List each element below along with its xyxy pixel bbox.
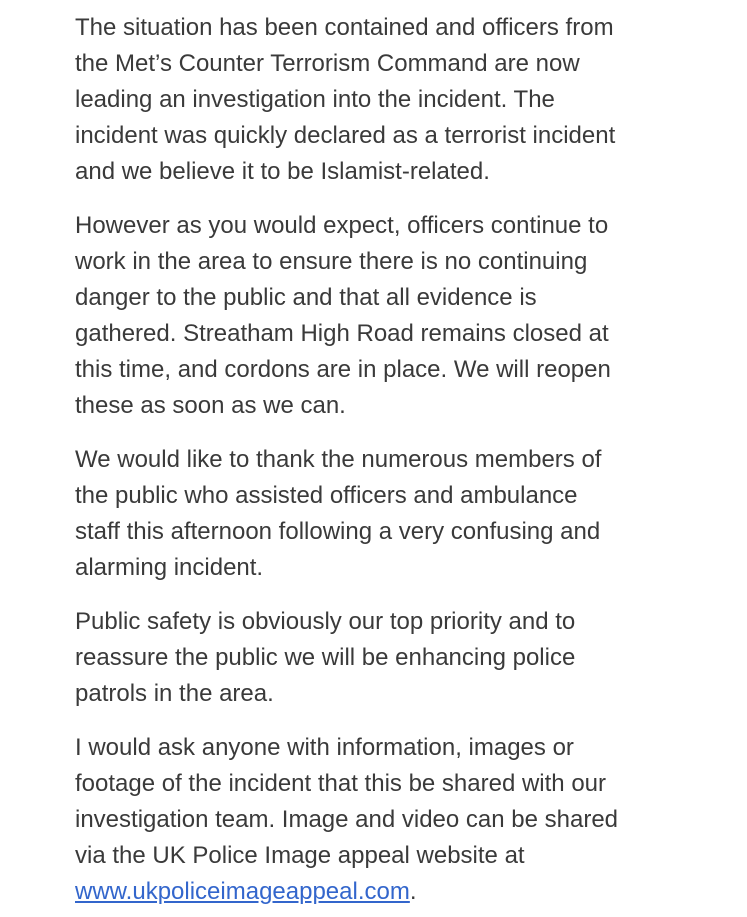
paragraph-4 xyxy=(75,604,715,712)
appeal-website-link[interactable]: www.ukpoliceimageappeal.com xyxy=(75,878,410,905)
text-line-with-link xyxy=(75,874,715,910)
text-line: danger to the public and that all evidence is xyxy=(75,284,537,311)
text-line: via the UK Police Image appeal website at xyxy=(75,842,525,869)
text-line: The situation has been contained and officers from xyxy=(75,14,614,41)
text-line: work in the area to ensure there is no continuing xyxy=(75,248,588,275)
text-line: investigation team. Image and video can be shared xyxy=(75,806,619,833)
text-line: gathered. Streatham High Road remains closed at xyxy=(75,320,609,347)
text-line: the Met’s Counter Terrorism Command are now xyxy=(75,50,580,77)
text-line: staff this afternoon following a very confusing and xyxy=(75,518,601,545)
trailing-period: . xyxy=(409,878,417,905)
text-line: incident was quickly declared as a terrorist incident xyxy=(75,122,616,149)
text-line: and we believe it to be Islamist-related. xyxy=(75,158,490,185)
text-line: the public who assisted officers and ambulance xyxy=(75,482,578,509)
text-line: leading an investigation into the incident. The xyxy=(75,86,555,113)
text-line: We would like to thank the numerous members of xyxy=(75,446,602,473)
paragraph-3 xyxy=(75,442,715,586)
paragraph-5 xyxy=(75,730,715,910)
text-line: these as soon as we can. xyxy=(75,392,346,419)
text-line: patrols in the area. xyxy=(75,680,274,707)
text-line: I would ask anyone with information, images or xyxy=(75,734,574,761)
text-line: However as you would expect, officers continue to xyxy=(75,212,609,239)
paragraph-1 xyxy=(75,10,715,190)
text-line: this time, and cordons are in place. We will reopen xyxy=(75,356,611,383)
paragraph-2 xyxy=(75,208,715,424)
text-line: footage of the incident that this be shared with our xyxy=(75,770,607,797)
text-line: alarming incident. xyxy=(75,554,264,581)
text-line: reassure the public we will be enhancing police xyxy=(75,644,576,671)
text-line: Public safety is obviously our top priority and to xyxy=(75,608,576,635)
